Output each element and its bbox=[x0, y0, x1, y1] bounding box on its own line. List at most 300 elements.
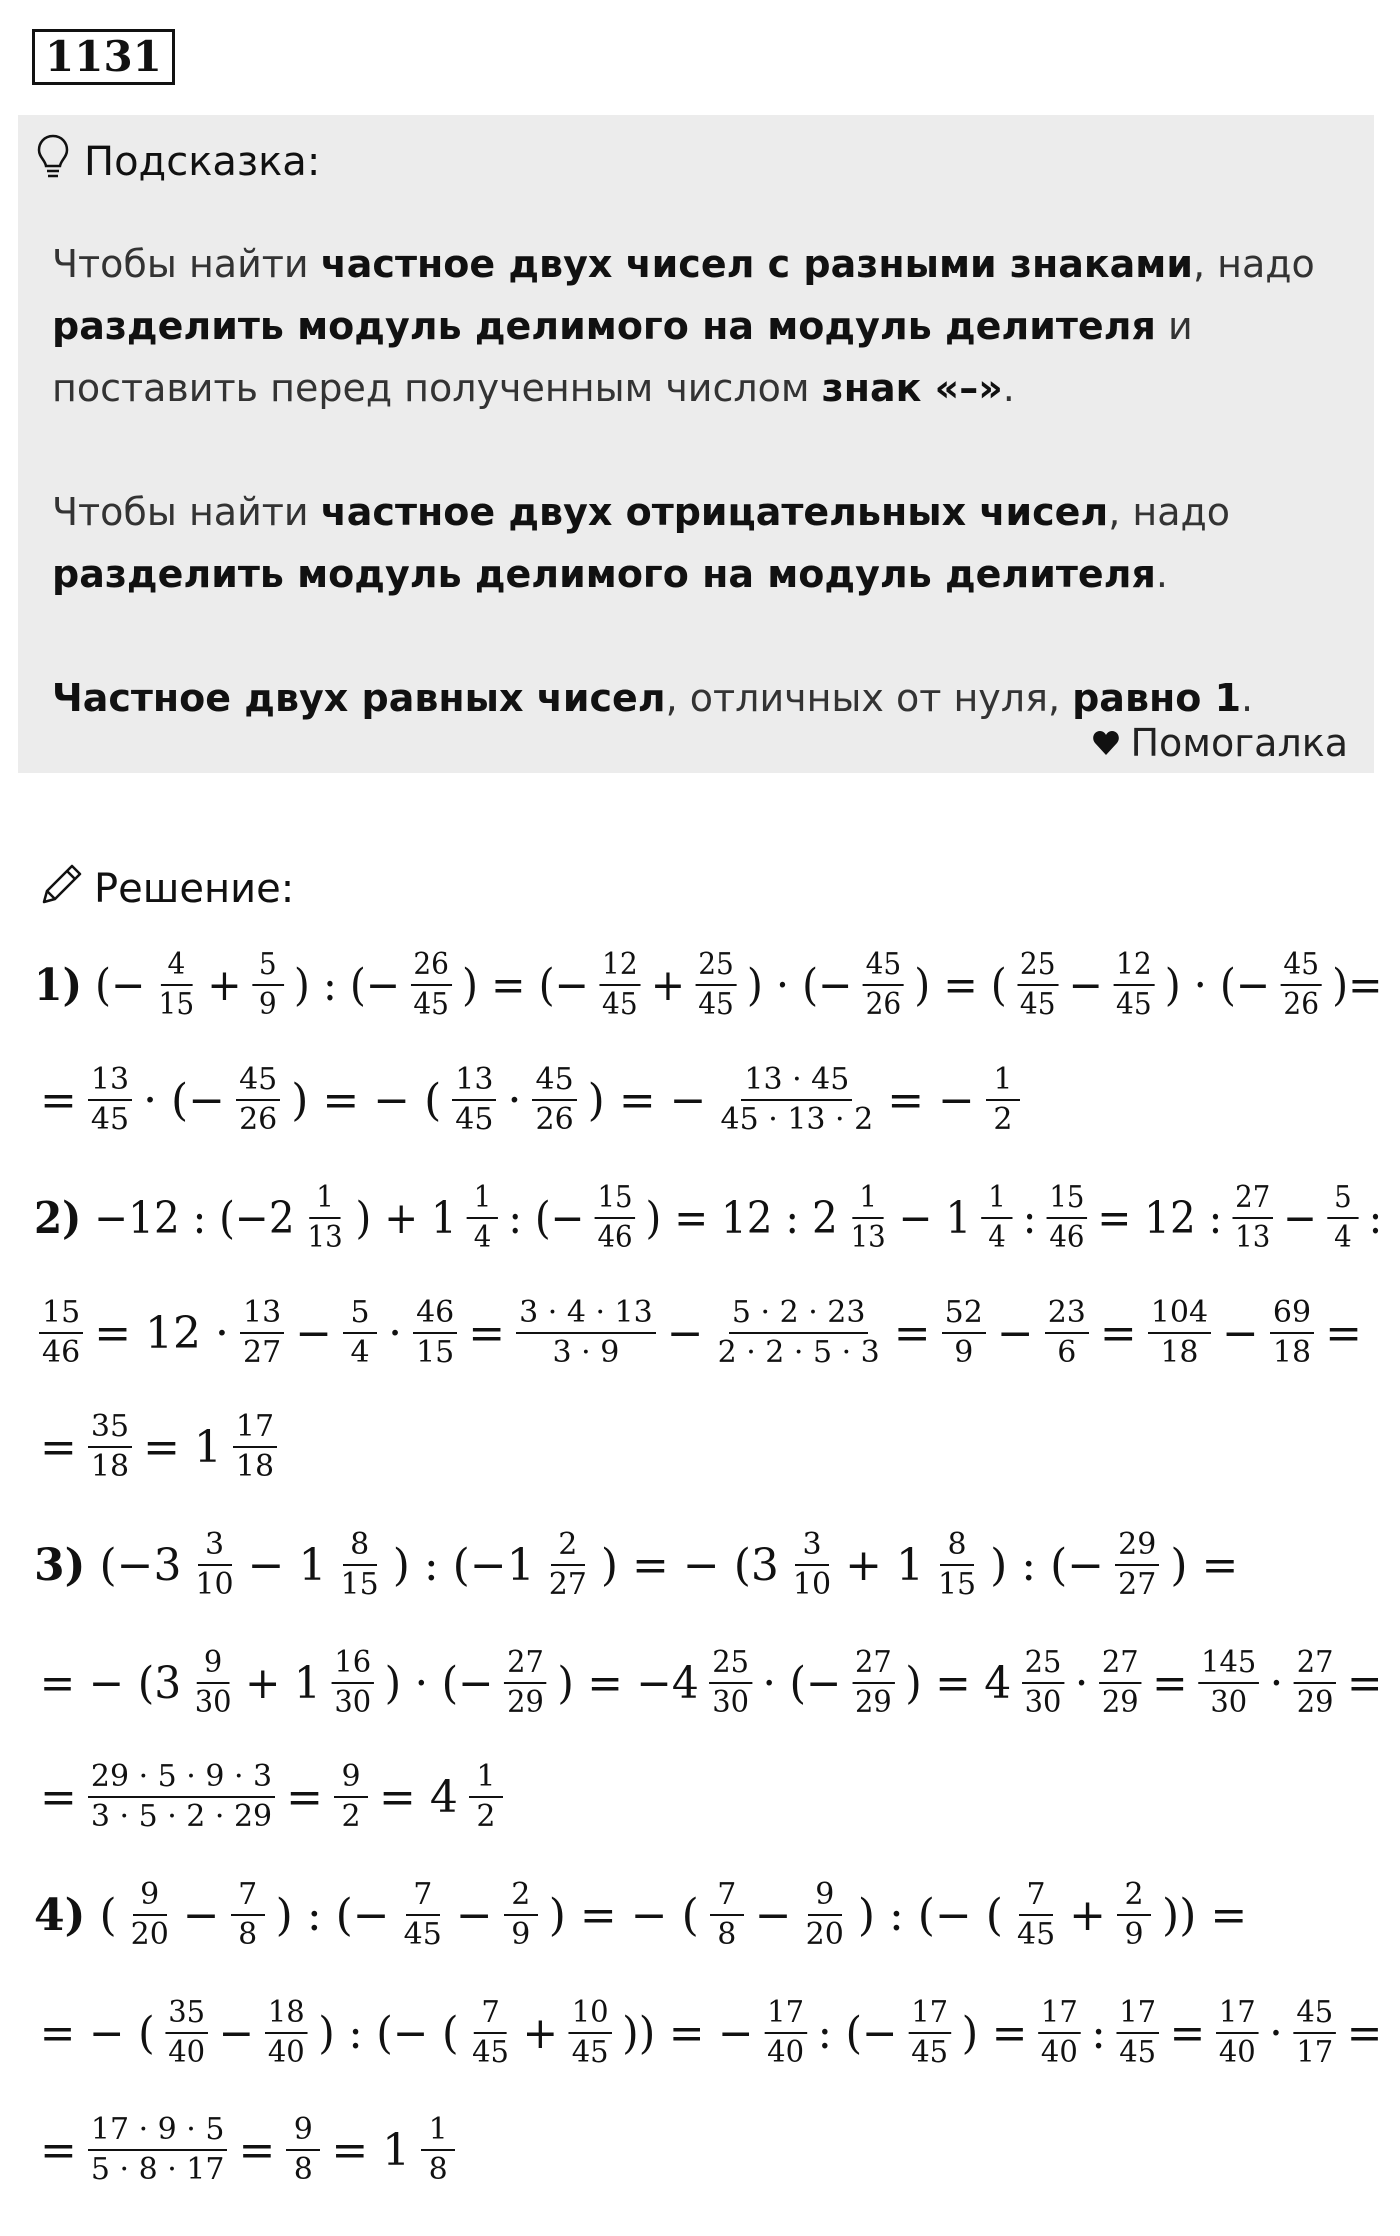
fraction-denominator: 2 bbox=[993, 1102, 1013, 1137]
math-text: = bbox=[1099, 1307, 1137, 1359]
fraction-numerator: 12 bbox=[599, 949, 640, 986]
fraction-denominator: 29 bbox=[855, 1685, 892, 1720]
solution-line bbox=[34, 2110, 460, 2190]
fraction-denominator: 18 bbox=[1160, 1335, 1199, 1370]
fraction-denominator: 8 bbox=[428, 2152, 448, 2187]
math-text: − bbox=[1068, 959, 1103, 1011]
fraction bbox=[1216, 1994, 1259, 2070]
fraction bbox=[709, 1644, 752, 1720]
fraction bbox=[1017, 946, 1058, 1022]
math-text: : bbox=[1368, 1192, 1383, 1244]
fraction bbox=[413, 1294, 457, 1370]
math-text: ( bbox=[99, 1889, 117, 1941]
fraction-denominator: 6 bbox=[1057, 1335, 1077, 1370]
math-text: : (− bbox=[508, 1192, 585, 1244]
fraction bbox=[192, 1526, 236, 1602]
math-text: · (− bbox=[143, 1074, 226, 1126]
fraction-denominator: 9 bbox=[511, 1917, 531, 1952]
math-text: −12 : (−2 bbox=[94, 1192, 295, 1244]
fraction bbox=[1294, 1644, 1337, 1720]
math-text: − bbox=[754, 1889, 792, 1941]
solution-line bbox=[34, 1060, 1025, 1140]
math-text: = 1 bbox=[143, 1421, 222, 1473]
fraction-denominator: 3 · 9 bbox=[552, 1335, 620, 1370]
math-text: = − ( bbox=[39, 2007, 155, 2059]
credit-label: Помогалка bbox=[1130, 721, 1348, 765]
solution-line bbox=[34, 1643, 1388, 1723]
math-text: − bbox=[1283, 1192, 1318, 1244]
math-text: · bbox=[1269, 2007, 1283, 2059]
fraction-numerator: 3 · 4 · 13 bbox=[516, 1297, 656, 1334]
math-text: = 4 bbox=[379, 1771, 458, 1823]
fraction-numerator: 5 bbox=[343, 1297, 377, 1334]
math-text: = bbox=[1325, 1307, 1362, 1359]
math-text: − bbox=[666, 1307, 704, 1359]
fraction-numerator: 1 bbox=[309, 1182, 340, 1219]
fraction-denominator: 15 bbox=[340, 1567, 379, 1602]
fraction-numerator: 27 bbox=[1099, 1647, 1142, 1684]
fraction-denominator: 40 bbox=[767, 2035, 805, 2070]
fraction-denominator: 26 bbox=[865, 987, 902, 1022]
math-text: = 1 bbox=[331, 2124, 411, 2176]
fraction bbox=[1327, 1179, 1358, 1255]
fraction-denominator: 40 bbox=[267, 2035, 305, 2070]
math-text: ) : (− bbox=[293, 959, 401, 1011]
fraction-numerator: 3 bbox=[198, 1529, 232, 1566]
fraction-denominator: 27 bbox=[548, 1567, 587, 1602]
math-text: )) = bbox=[1162, 1889, 1248, 1941]
math-text: · bbox=[507, 1074, 522, 1126]
hint-header bbox=[36, 129, 1356, 195]
fraction bbox=[467, 1179, 498, 1255]
hint-text: . bbox=[1241, 676, 1254, 720]
fraction-numerator: 2 bbox=[551, 1529, 585, 1566]
fraction-numerator: 1 bbox=[421, 2114, 455, 2151]
math-text: + 1 bbox=[244, 1657, 321, 1709]
math-text: ) = ( bbox=[914, 959, 1007, 1011]
fraction bbox=[942, 1294, 986, 1370]
fraction-denominator: 27 bbox=[1118, 1567, 1157, 1602]
math-text: − bbox=[455, 1889, 493, 1941]
fraction bbox=[532, 1061, 576, 1137]
fraction bbox=[848, 1179, 889, 1255]
math-text: · (− bbox=[762, 1657, 842, 1709]
math-text: · bbox=[1269, 1657, 1284, 1709]
math-text: ) · (− bbox=[746, 959, 853, 1011]
pencil-icon bbox=[38, 860, 86, 918]
fraction bbox=[233, 1408, 277, 1484]
math-text: ) : (−1 bbox=[392, 1539, 535, 1591]
fraction-numerator: 5 bbox=[1327, 1182, 1358, 1219]
fraction-denominator: 45 bbox=[1019, 987, 1056, 1022]
fraction-numerator: 17 bbox=[1216, 1997, 1259, 2034]
fraction-numerator: 10 bbox=[569, 1997, 612, 2034]
math-text: : (− bbox=[817, 2007, 898, 2059]
fraction bbox=[718, 1061, 877, 1137]
math-text: − bbox=[218, 2007, 255, 2059]
fraction-denominator: 46 bbox=[597, 1220, 633, 1255]
fraction-numerator: 45 bbox=[863, 949, 904, 986]
math-text: · bbox=[1074, 1657, 1089, 1709]
solution-step-label: 2) bbox=[34, 1192, 82, 1244]
fraction bbox=[764, 1994, 807, 2070]
math-text: = bbox=[286, 1771, 324, 1823]
fraction-numerator: 1 bbox=[467, 1182, 498, 1219]
fraction bbox=[1148, 1294, 1211, 1370]
math-text: = bbox=[1152, 1657, 1188, 1709]
fraction-numerator: 1 bbox=[853, 1182, 884, 1219]
fraction-denominator: 18 bbox=[235, 1449, 275, 1484]
fraction bbox=[595, 1179, 636, 1255]
fraction-denominator: 4 bbox=[473, 1220, 492, 1255]
fraction-denominator: 4 bbox=[988, 1220, 1006, 1255]
fraction bbox=[1113, 946, 1154, 1022]
math-text: − bbox=[1222, 1307, 1259, 1359]
fraction-numerator: 2 bbox=[1117, 1879, 1151, 1916]
fraction-denominator: 45 bbox=[602, 987, 638, 1022]
math-text: = bbox=[468, 1307, 506, 1359]
math-text: (−3 bbox=[99, 1539, 182, 1591]
hint-body bbox=[36, 233, 1356, 729]
fraction bbox=[546, 1526, 590, 1602]
fraction bbox=[286, 2111, 320, 2187]
hint-emphasis: равно 1 bbox=[1072, 676, 1242, 720]
fraction bbox=[236, 1061, 280, 1137]
hint-text: , надо bbox=[1192, 242, 1315, 286]
fraction bbox=[935, 1526, 979, 1602]
math-text: ) = 12 : 2 bbox=[645, 1192, 838, 1244]
hint-text: Чтобы найти bbox=[52, 490, 321, 534]
heart-icon bbox=[1092, 721, 1120, 765]
math-text: = bbox=[1169, 2007, 1206, 2059]
fraction-numerator: 9 bbox=[286, 2114, 320, 2151]
math-text: = bbox=[40, 1771, 77, 1823]
fraction-numerator: 23 bbox=[1045, 1297, 1089, 1334]
hint-box bbox=[18, 115, 1374, 773]
fraction-numerator: 45 bbox=[236, 1064, 280, 1101]
fraction-numerator: 13 bbox=[88, 1064, 132, 1101]
fraction-numerator: 45 bbox=[1293, 1997, 1336, 2034]
fraction-denominator: 46 bbox=[1049, 1220, 1085, 1255]
fraction-denominator: 10 bbox=[195, 1567, 234, 1602]
fraction bbox=[863, 946, 904, 1022]
fraction-denominator: 45 bbox=[698, 987, 734, 1022]
fraction-numerator: 17 bbox=[1116, 1997, 1159, 2034]
fraction-denominator: 45 bbox=[1119, 2035, 1157, 2070]
solution-line bbox=[34, 1178, 1388, 1258]
fraction bbox=[1022, 1644, 1065, 1720]
math-text: ) = − ( bbox=[291, 1074, 442, 1126]
math-text: = bbox=[893, 1307, 931, 1359]
fraction-numerator: 15 bbox=[1047, 1182, 1088, 1219]
fraction-numerator: 15 bbox=[595, 1182, 636, 1219]
fraction-numerator: 35 bbox=[88, 1411, 132, 1448]
fraction-numerator: 7 bbox=[406, 1879, 440, 1916]
fraction bbox=[1099, 1644, 1142, 1720]
fraction-numerator: 9 bbox=[133, 1879, 167, 1916]
fraction bbox=[156, 946, 197, 1022]
fraction bbox=[338, 1526, 382, 1602]
fraction bbox=[88, 1061, 132, 1137]
math-text: · bbox=[388, 1307, 403, 1359]
fraction-denominator: 13 bbox=[307, 1220, 343, 1255]
hint-text: Чтобы найти bbox=[52, 242, 321, 286]
fraction-denominator: 4 bbox=[350, 1335, 370, 1370]
fraction-denominator: 45 bbox=[911, 2035, 949, 2070]
fraction bbox=[1047, 1179, 1088, 1255]
fraction-denominator: 45 bbox=[1116, 987, 1152, 1022]
fraction-numerator: 1 bbox=[986, 1064, 1020, 1101]
math-text: ) : (− bbox=[275, 1889, 390, 1941]
fraction-numerator: 7 bbox=[1019, 1879, 1053, 1916]
math-text: : bbox=[1022, 1192, 1037, 1244]
task-number: 1131 bbox=[32, 29, 175, 85]
fraction-denominator: 30 bbox=[712, 1685, 750, 1720]
fraction-denominator: 2 bbox=[476, 1799, 496, 1834]
fraction bbox=[88, 1408, 132, 1484]
fraction bbox=[1045, 1294, 1089, 1370]
math-text: ) : (− ( bbox=[857, 1889, 1003, 1941]
math-text: ) = − bbox=[587, 1074, 707, 1126]
math-text: ) = bbox=[1170, 1539, 1239, 1591]
fraction bbox=[421, 2111, 455, 2187]
lightbulb-icon bbox=[36, 133, 70, 191]
fraction-denominator: 5 · 8 · 17 bbox=[90, 2152, 225, 2187]
fraction bbox=[240, 1294, 284, 1370]
solution-line bbox=[34, 1293, 1368, 1373]
math-text: = 12 · bbox=[94, 1307, 230, 1359]
fraction bbox=[1117, 1876, 1151, 1952]
fraction-numerator: 25 bbox=[709, 1647, 752, 1684]
hint-text: и поставить перед полученным числом bbox=[52, 304, 1193, 410]
solution-line bbox=[34, 1525, 1244, 1605]
math-text: ) : (− ( bbox=[318, 2007, 459, 2059]
solution-header bbox=[38, 860, 294, 918]
fraction-numerator: 27 bbox=[1232, 1182, 1273, 1219]
fraction-denominator: 45 · 13 · 2 bbox=[720, 1102, 874, 1137]
math-text: )) = − bbox=[622, 2007, 754, 2059]
fraction bbox=[504, 1644, 547, 1720]
hint-title: Подсказка: bbox=[84, 139, 321, 185]
fraction bbox=[128, 1876, 172, 1952]
fraction bbox=[1038, 1994, 1081, 2070]
fraction-denominator: 17 bbox=[1296, 2035, 1334, 2070]
fraction-denominator: 45 bbox=[571, 2035, 609, 2070]
fraction-denominator: 9 bbox=[954, 1335, 974, 1370]
fraction-numerator: 7 bbox=[231, 1879, 265, 1916]
fraction bbox=[504, 1876, 538, 1952]
fraction-numerator: 13 bbox=[452, 1064, 496, 1101]
fraction-numerator: 7 bbox=[710, 1879, 744, 1916]
fraction bbox=[1293, 1994, 1336, 2070]
fraction-denominator: 15 bbox=[416, 1335, 455, 1370]
solution-step-label: 3) bbox=[34, 1539, 86, 1591]
math-text: ) = − (3 bbox=[600, 1539, 779, 1591]
solution-line bbox=[34, 1875, 1253, 1955]
fraction bbox=[469, 1758, 503, 1834]
fraction bbox=[231, 1876, 265, 1952]
fraction bbox=[343, 1294, 377, 1370]
fraction-denominator: 30 bbox=[1210, 1685, 1248, 1720]
fraction-numerator: 1 bbox=[981, 1182, 1012, 1219]
fraction bbox=[1232, 1179, 1273, 1255]
fraction-numerator: 17 bbox=[764, 1997, 807, 2034]
solution-line bbox=[34, 1407, 282, 1487]
fraction-denominator: 8 bbox=[293, 2152, 313, 2187]
fraction-denominator: 20 bbox=[130, 1917, 169, 1952]
fraction-denominator: 45 bbox=[472, 2035, 510, 2070]
fraction-denominator: 45 bbox=[1016, 1917, 1056, 1952]
fraction bbox=[401, 1876, 445, 1952]
fraction-numerator: 35 bbox=[165, 1997, 208, 2034]
fraction-numerator: 29 bbox=[1115, 1529, 1159, 1566]
hint-paragraph-3 bbox=[52, 667, 1356, 729]
fraction bbox=[599, 946, 640, 1022]
math-text: ) = (− bbox=[462, 959, 589, 1011]
fraction-denominator: 45 bbox=[455, 1102, 494, 1137]
fraction bbox=[88, 1758, 275, 1834]
math-text: ) + 1 bbox=[355, 1192, 457, 1244]
fraction-denominator: 13 bbox=[1235, 1220, 1271, 1255]
math-text: = bbox=[40, 1421, 77, 1473]
math-text: + 1 bbox=[845, 1539, 924, 1591]
hint-emphasis: частное двух отрицательных чисел bbox=[320, 490, 1109, 534]
fraction bbox=[803, 1876, 847, 1952]
hint-paragraph-1 bbox=[52, 233, 1356, 419]
hint-text: . bbox=[1002, 366, 1015, 410]
fraction-numerator: 27 bbox=[1294, 1647, 1337, 1684]
fraction bbox=[981, 1179, 1012, 1255]
fraction bbox=[715, 1294, 883, 1370]
fraction-denominator: 2 bbox=[341, 1799, 361, 1834]
fraction-denominator: 18 bbox=[90, 1449, 130, 1484]
fraction bbox=[411, 946, 452, 1022]
fraction bbox=[790, 1526, 834, 1602]
fraction-denominator: 3 · 5 · 2 · 29 bbox=[90, 1799, 273, 1834]
math-text: + bbox=[1069, 1889, 1107, 1941]
fraction-numerator: 25 bbox=[1022, 1647, 1065, 1684]
fraction-numerator: 5 bbox=[252, 949, 284, 986]
hint-text: , отличных от нуля, bbox=[665, 676, 1073, 720]
hint-emphasis: Частное двух равных чисел bbox=[52, 676, 666, 720]
fraction-numerator: 4 bbox=[161, 949, 193, 986]
math-text: ) : (− bbox=[990, 1539, 1105, 1591]
fraction bbox=[986, 1061, 1020, 1137]
math-text: + bbox=[207, 959, 242, 1011]
fraction-numerator: 69 bbox=[1270, 1297, 1314, 1334]
fraction-denominator: 8 bbox=[717, 1917, 737, 1952]
math-text: (− bbox=[95, 959, 146, 1011]
math-text: = bbox=[1346, 2007, 1383, 2059]
fraction-denominator: 26 bbox=[1283, 987, 1320, 1022]
solution-title: Решение: bbox=[94, 866, 295, 912]
fraction-denominator: 46 bbox=[42, 1335, 81, 1370]
math-text: = 12 : bbox=[1097, 1192, 1223, 1244]
fraction bbox=[1281, 946, 1322, 1022]
fraction bbox=[469, 1994, 512, 2070]
fraction-numerator: 26 bbox=[411, 949, 452, 986]
fraction-denominator: 30 bbox=[334, 1685, 372, 1720]
fraction-numerator: 104 bbox=[1148, 1297, 1211, 1334]
hint-text: . bbox=[1155, 552, 1169, 596]
math-text: : bbox=[1091, 2007, 1106, 2059]
fraction-numerator: 8 bbox=[343, 1529, 377, 1566]
math-text: ) = 4 bbox=[905, 1657, 1012, 1709]
fraction bbox=[695, 946, 736, 1022]
fraction-denominator: 40 bbox=[1040, 2035, 1078, 2070]
fraction-denominator: 26 bbox=[535, 1102, 574, 1137]
fraction bbox=[331, 1644, 374, 1720]
math-text: − bbox=[996, 1307, 1034, 1359]
fraction bbox=[1198, 1644, 1259, 1720]
math-text: ) = −4 bbox=[557, 1657, 699, 1709]
fraction-denominator: 2 · 2 · 5 · 3 bbox=[717, 1335, 880, 1370]
math-text: = bbox=[1346, 1657, 1383, 1709]
math-text: ) = − ( bbox=[548, 1889, 699, 1941]
fraction-numerator: 27 bbox=[504, 1647, 547, 1684]
fraction-numerator: 45 bbox=[1281, 949, 1322, 986]
math-text: = bbox=[40, 2124, 77, 2176]
fraction bbox=[852, 1644, 895, 1720]
fraction bbox=[1014, 1876, 1058, 1952]
fraction-denominator: 26 bbox=[239, 1102, 278, 1137]
math-text: ) · (− bbox=[1164, 959, 1271, 1011]
fraction-denominator: 8 bbox=[238, 1917, 258, 1952]
fraction-numerator: 12 bbox=[1113, 949, 1154, 986]
fraction bbox=[39, 1294, 83, 1370]
fraction bbox=[252, 946, 284, 1022]
fraction-numerator: 29 · 5 · 9 · 3 bbox=[88, 1761, 275, 1798]
fraction-numerator: 25 bbox=[695, 949, 736, 986]
math-text: ) · (− bbox=[384, 1657, 494, 1709]
math-text: )= bbox=[1332, 959, 1383, 1011]
solution-line bbox=[34, 1993, 1388, 2073]
fraction bbox=[1115, 1526, 1159, 1602]
fraction-numerator: 9 bbox=[197, 1647, 230, 1684]
fraction-numerator: 17 bbox=[1038, 1997, 1081, 2034]
fraction-numerator: 52 bbox=[942, 1297, 986, 1334]
fraction-numerator: 5 · 2 · 23 bbox=[729, 1297, 869, 1334]
fraction-denominator: 27 bbox=[243, 1335, 282, 1370]
fraction-denominator: 13 bbox=[850, 1220, 886, 1255]
fraction-numerator: 2 bbox=[504, 1879, 538, 1916]
fraction-numerator: 13 bbox=[240, 1297, 284, 1334]
hint-emphasis: разделить модуль делимого на модуль делителя bbox=[52, 552, 1156, 596]
fraction bbox=[305, 1179, 346, 1255]
math-text: ) = bbox=[961, 2007, 1028, 2059]
hint-emphasis: частное двух чисел с разными знаками bbox=[320, 242, 1193, 286]
fraction bbox=[165, 1994, 208, 2070]
math-text: − bbox=[182, 1889, 220, 1941]
fraction bbox=[88, 2111, 228, 2187]
math-text: = bbox=[238, 2124, 276, 2176]
solution-line bbox=[34, 1757, 508, 1837]
fraction-numerator: 17 bbox=[908, 1997, 951, 2034]
fraction bbox=[1116, 1994, 1159, 2070]
credit bbox=[1092, 721, 1348, 765]
fraction-numerator: 13 · 45 bbox=[741, 1064, 852, 1101]
fraction-numerator: 1 bbox=[469, 1761, 503, 1798]
fraction-denominator: 40 bbox=[168, 2035, 206, 2070]
fraction-numerator: 27 bbox=[852, 1647, 895, 1684]
fraction-denominator: 45 bbox=[90, 1102, 130, 1137]
fraction bbox=[192, 1644, 235, 1720]
solution-line bbox=[34, 945, 1388, 1025]
hint-emphasis: знак «–» bbox=[821, 366, 1003, 410]
solution-step-label: 4) bbox=[34, 1889, 86, 1941]
math-text: = − (3 bbox=[39, 1657, 182, 1709]
fraction-denominator: 18 bbox=[1272, 1335, 1312, 1370]
